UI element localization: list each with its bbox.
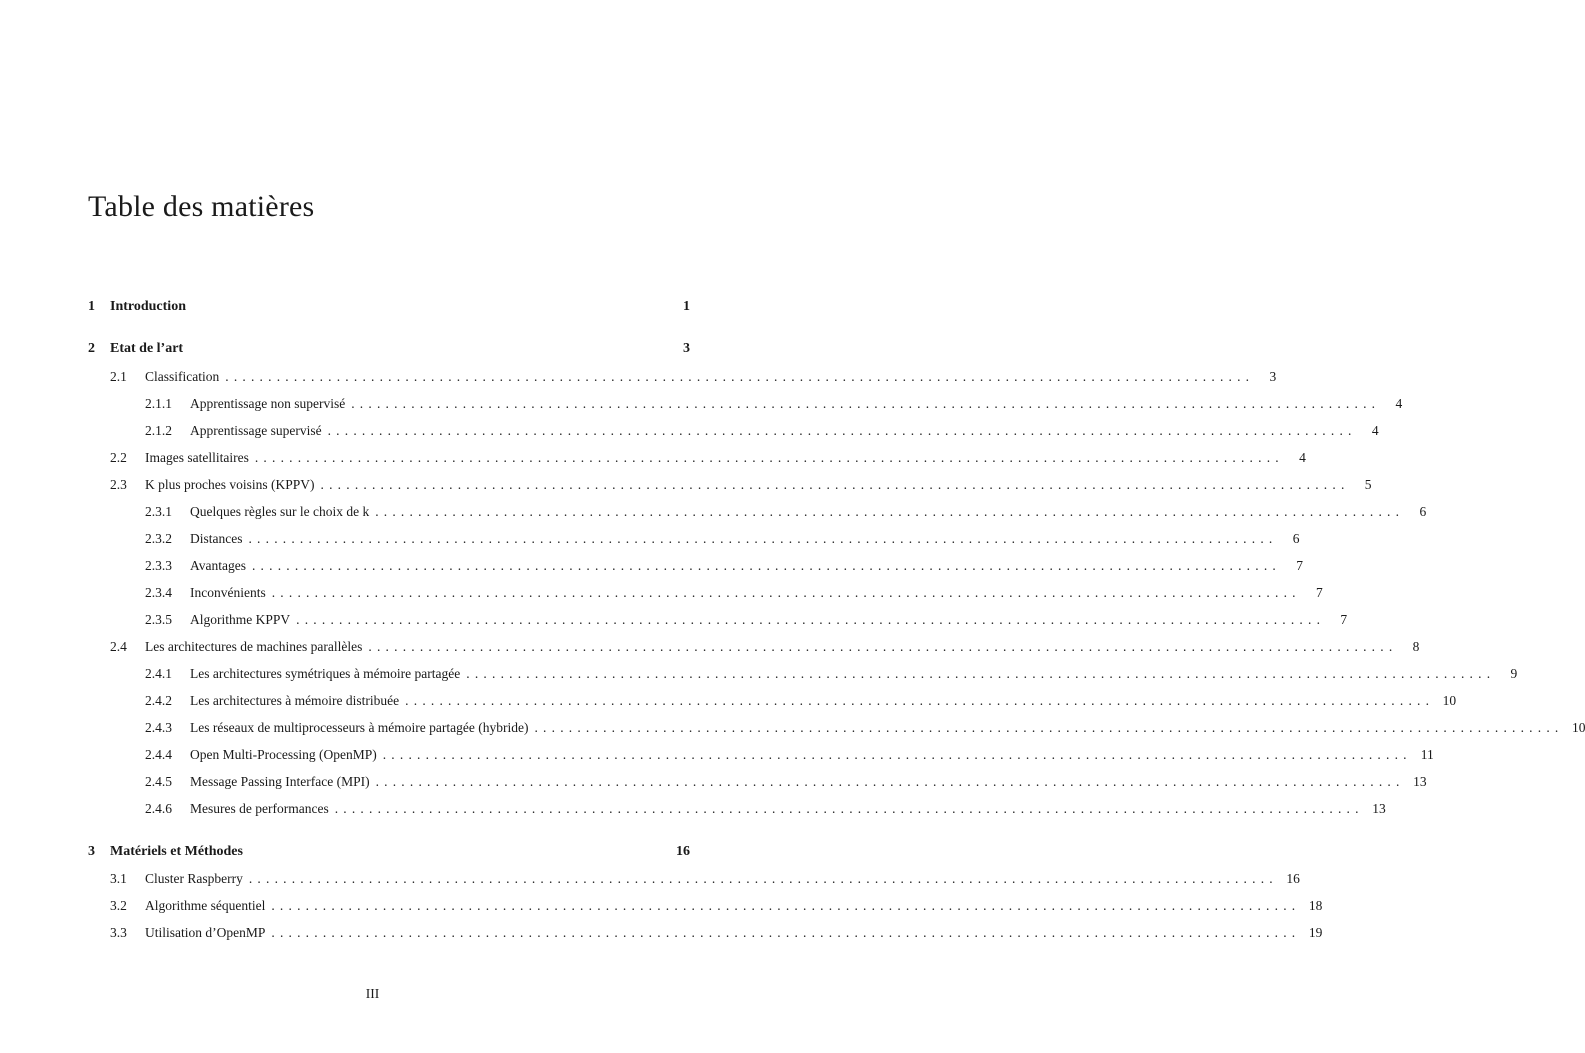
toc-entry-number: 2.3.3 bbox=[145, 558, 172, 573]
toc-entry-number: 2 bbox=[88, 341, 95, 356]
toc-chapter-entry[interactable] bbox=[88, 298, 690, 316]
toc-leader-dots: ........................................................................................................................ bbox=[534, 720, 1564, 735]
toc-entry-title: Mesures de performances bbox=[190, 801, 329, 816]
toc-subsection-entry[interactable] bbox=[145, 773, 1427, 791]
toc-entry-page: 11 bbox=[1420, 747, 1434, 762]
toc-leader-dots: ........................................................................................................................ bbox=[351, 396, 1381, 411]
toc-leader-dots: ........................................................................................................................ bbox=[248, 531, 1278, 546]
toc-entry-title: Algorithme séquentiel bbox=[145, 898, 266, 913]
toc-leader-dots: ........................................................................................................................ bbox=[368, 639, 1398, 654]
toc-subsection-entry[interactable] bbox=[145, 395, 1403, 413]
toc-section-entry[interactable] bbox=[110, 897, 1323, 915]
toc-section-entry[interactable] bbox=[110, 924, 1323, 942]
toc-subsection-entry[interactable] bbox=[145, 692, 1457, 710]
toc-leader-dots: ........................................................................................................................ bbox=[375, 504, 1405, 519]
toc-entry-title: Introduction bbox=[110, 299, 186, 314]
toc-entry-number: 2.4.3 bbox=[145, 720, 172, 735]
toc-leader-dots: ........................................................................................................................ bbox=[320, 477, 1350, 492]
toc-subsection-entry[interactable] bbox=[145, 557, 1303, 575]
toc-subsection-entry[interactable] bbox=[145, 719, 1585, 737]
toc-entry-page: 4 bbox=[1395, 396, 1403, 411]
toc-entry-page: 18 bbox=[1308, 898, 1323, 913]
toc-entry-title: Algorithme KPPV bbox=[190, 612, 291, 627]
toc-entry-title: Distances bbox=[190, 531, 243, 546]
toc-leader-dots: ........................................................................................................................ bbox=[405, 693, 1435, 708]
toc-section-entry[interactable] bbox=[110, 449, 1306, 467]
toc-entry-title: Message Passing Interface (MPI) bbox=[190, 774, 370, 789]
toc-subsection-entry[interactable] bbox=[145, 584, 1323, 602]
toc-entry-number: 2.4.5 bbox=[145, 774, 172, 789]
toc-entry-title: Utilisation d’OpenMP bbox=[145, 925, 266, 940]
toc-entry-number: 2.3 bbox=[110, 477, 127, 492]
toc-subsection-entry[interactable] bbox=[145, 503, 1427, 521]
toc-entry-page: 16 bbox=[1286, 871, 1300, 886]
toc-leader-dots: ........................................................................................................................ bbox=[271, 585, 1301, 600]
toc-entry-title: Les architectures à mémoire distribuée bbox=[190, 693, 400, 708]
toc-entry-number: 2.4.6 bbox=[145, 801, 172, 816]
toc-leader-dots: ........................................................................................................................ bbox=[271, 898, 1301, 913]
toc-entry-title: Matériels et Méthodes bbox=[110, 844, 243, 859]
toc-chapter-entry[interactable] bbox=[88, 340, 690, 358]
toc-entry-number: 2.4.1 bbox=[145, 666, 172, 681]
toc-entry-page: 9 bbox=[1510, 666, 1518, 681]
toc-leader-dots: ........................................................................................................................ bbox=[334, 801, 1364, 816]
toc-subsection-entry[interactable] bbox=[145, 611, 1348, 629]
toc-entry-title: Les architectures symétriques à mémoire partagée bbox=[190, 666, 461, 681]
toc-section-entry[interactable] bbox=[110, 638, 1420, 656]
toc-subsection-entry[interactable] bbox=[145, 665, 1518, 683]
toc-leader-dots: ........................................................................................................................ bbox=[382, 747, 1412, 762]
toc-entry-page: 1 bbox=[683, 299, 690, 314]
toc-entry-number: 1 bbox=[88, 299, 95, 314]
toc-entry-title: Apprentissage supervisé bbox=[190, 423, 322, 438]
toc-subsection-entry[interactable] bbox=[145, 746, 1434, 764]
toc-entry-page: 7 bbox=[1296, 558, 1303, 573]
toc-entry-number: 2.4 bbox=[110, 639, 127, 654]
toc-entry-number: 3 bbox=[88, 844, 95, 859]
toc-entry-title: Etat de l’art bbox=[110, 341, 184, 356]
toc-entry-number: 3.3 bbox=[110, 925, 127, 940]
toc-entry-page: 10 bbox=[1442, 693, 1457, 708]
toc-leader-dots: ........................................................................................................................ bbox=[251, 558, 1281, 573]
toc-entry-number: 2.1.2 bbox=[145, 423, 172, 438]
toc-entry-title: Avantages bbox=[190, 558, 246, 573]
toc-chapter-entry[interactable] bbox=[88, 843, 690, 861]
toc-subsection-entry[interactable] bbox=[145, 800, 1386, 818]
toc-entry-page: 13 bbox=[1372, 801, 1386, 816]
toc-leader-dots: ........................................................................................................................ bbox=[225, 369, 1255, 384]
toc-entry-number: 2.3.2 bbox=[145, 531, 172, 546]
footer-page-number: III bbox=[365, 986, 380, 1001]
toc-entry-page: 5 bbox=[1364, 477, 1372, 492]
toc-entry-page: 10 bbox=[1571, 720, 1585, 735]
toc-entry-page: 6 bbox=[1419, 504, 1427, 519]
toc-leader-dots: ........................................................................................................................ bbox=[375, 774, 1405, 789]
toc-section-entry[interactable] bbox=[110, 368, 1277, 386]
toc-entry-title: Les réseaux de multiprocesseurs à mémoire partagée (hybride) bbox=[190, 720, 529, 735]
toc-entry-page: 6 bbox=[1292, 531, 1300, 546]
toc-leader-dots: ........................................................................................................................ bbox=[327, 423, 1357, 438]
toc-entry-number: 2.2 bbox=[110, 450, 127, 465]
toc-entry-page: 7 bbox=[1315, 585, 1323, 600]
toc-entry-number: 3.2 bbox=[110, 898, 127, 913]
toc-subsection-entry[interactable] bbox=[145, 422, 1379, 440]
toc-entry-page: 7 bbox=[1340, 612, 1348, 627]
toc-entry-number: 2.3.5 bbox=[145, 612, 172, 627]
toc-entry-page: 8 bbox=[1412, 639, 1420, 654]
toc-leader-dots: ........................................................................................................................ bbox=[296, 612, 1326, 627]
page-title: Table des matières bbox=[88, 190, 315, 223]
toc-entry-page: 19 bbox=[1308, 925, 1323, 940]
toc-leader-dots: ........................................................................................................................ bbox=[466, 666, 1496, 681]
toc-entry-page: 13 bbox=[1413, 774, 1427, 789]
toc-entry-number: 2.4.4 bbox=[145, 747, 172, 762]
toc-entry-number: 2.4.2 bbox=[145, 693, 172, 708]
toc-entry-page: 4 bbox=[1371, 423, 1379, 438]
toc-entry-title: Quelques règles sur le choix de k bbox=[190, 504, 370, 519]
toc-section-entry[interactable] bbox=[110, 870, 1300, 888]
toc-leader-dots: ........................................................................................................................ bbox=[254, 450, 1284, 465]
toc-entry-number: 2.3.1 bbox=[145, 504, 172, 519]
toc-section-entry[interactable] bbox=[110, 476, 1372, 494]
toc-entry-number: 2.3.4 bbox=[145, 585, 172, 600]
toc-entry-title: Les architectures de machines parallèles bbox=[145, 639, 363, 654]
toc-leader-dots: ........................................................................................................................ bbox=[271, 925, 1301, 940]
toc-entry-number: 3.1 bbox=[110, 871, 127, 886]
toc-entry-title: Open Multi-Processing (OpenMP) bbox=[190, 747, 377, 762]
toc-entry-title: K plus proches voisins (KPPV) bbox=[145, 477, 315, 492]
toc-subsection-entry[interactable] bbox=[145, 530, 1300, 548]
toc-entry-page: 16 bbox=[676, 844, 690, 859]
toc-leader-dots: ........................................................................................................................ bbox=[248, 871, 1278, 886]
toc-entry-page: 4 bbox=[1299, 450, 1306, 465]
toc-entry-page: 3 bbox=[683, 341, 690, 356]
toc-entry-title: Inconvénients bbox=[190, 585, 266, 600]
toc-entry-title: Images satellitaires bbox=[145, 450, 249, 465]
toc-entry-page: 3 bbox=[1269, 369, 1277, 384]
toc-entry-number: 2.1.1 bbox=[145, 396, 172, 411]
toc-entry-title: Classification bbox=[145, 369, 220, 384]
toc-entry-title: Apprentissage non supervisé bbox=[190, 396, 346, 411]
toc-entry-title: Cluster Raspberry bbox=[145, 871, 243, 886]
toc-entry-number: 2.1 bbox=[110, 369, 127, 384]
